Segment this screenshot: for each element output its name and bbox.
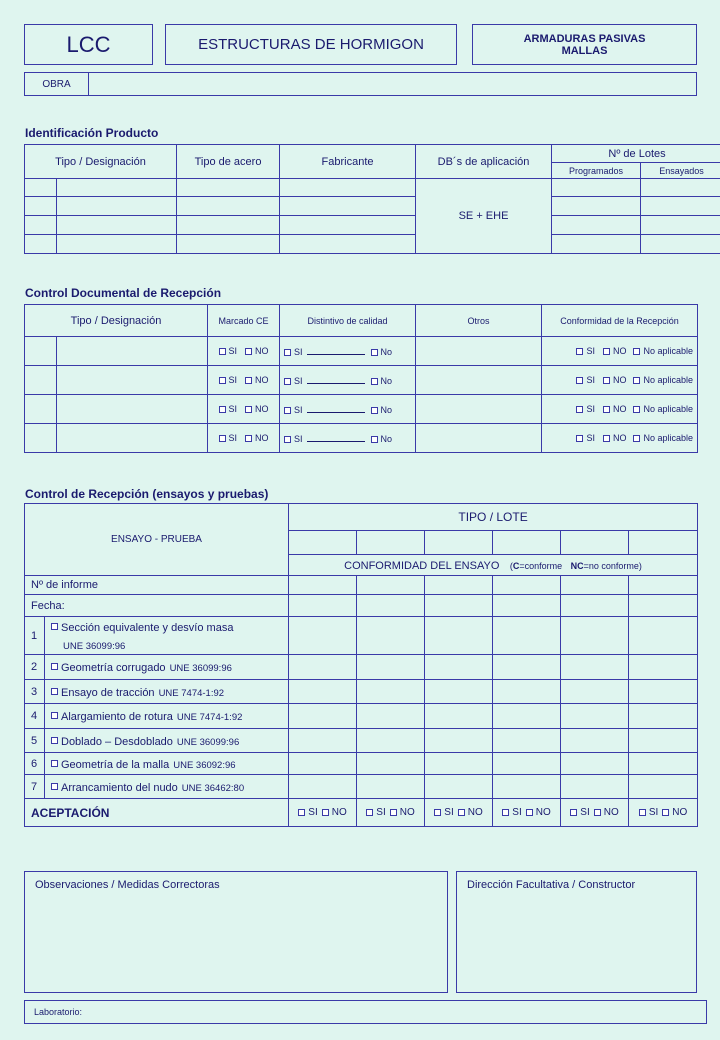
result-cell[interactable] [425,753,493,775]
result-cell[interactable] [357,680,425,704]
direccion-box[interactable] [456,871,697,993]
test-number: 4 [25,704,45,729]
no-label: NO [612,346,627,356]
result-cell[interactable] [561,704,629,729]
test-name-cell [45,729,289,753]
checkbox[interactable] [603,406,610,413]
aceptacion-cell [357,799,425,827]
result-cell[interactable] [425,729,493,753]
id-cell[interactable] [280,179,416,197]
result-cell[interactable] [425,775,493,799]
id-cell[interactable] [177,197,280,216]
si-label: SI [228,375,238,385]
result-cell[interactable] [561,753,629,775]
result-cell[interactable] [357,576,425,595]
checkbox[interactable] [633,377,640,384]
lote-cell[interactable] [493,531,561,555]
result-cell[interactable] [289,680,357,704]
col-num-lotes: Nº de Lotes [552,145,720,163]
checkbox[interactable] [284,407,291,414]
doc-col-tipo: Tipo / Designación [25,305,208,337]
otros-cell[interactable] [416,424,542,453]
checkbox[interactable] [284,349,291,356]
checkbox[interactable] [390,809,397,816]
subtitle-box [472,24,697,65]
no-label: NO [255,433,269,443]
checkbox[interactable] [371,349,378,356]
checkbox[interactable] [576,377,583,384]
result-cell[interactable] [493,753,561,775]
id-cell[interactable] [177,216,280,235]
doc-num-cell[interactable] [25,424,57,453]
page-title-box [165,24,457,65]
checkbox[interactable] [298,809,305,816]
si-label: SI [586,404,595,414]
checkbox[interactable] [594,809,601,816]
id-cell[interactable] [552,197,641,216]
result-cell[interactable] [493,775,561,799]
aceptacion-label: ACEPTACIÓN [25,799,289,827]
result-cell[interactable] [629,576,698,595]
result-cell[interactable] [561,595,629,617]
checkbox[interactable] [219,406,226,413]
id-cell[interactable] [280,235,416,254]
test-standard: UNE 36462:80 [181,782,245,794]
checkbox[interactable] [576,406,583,413]
test-name: Geometría corrugado [61,662,166,674]
result-cell[interactable] [289,753,357,775]
conformidad-nc: NC [570,561,584,571]
subtitle-line1: ARMADURAS PASIVAS [523,32,646,45]
marcado-ce-cell [208,337,280,366]
no-label: NO [612,404,627,414]
marcado-ce-cell [208,366,280,395]
result-cell[interactable] [425,595,493,617]
id-cell[interactable] [641,235,720,254]
test-name-cell [45,680,289,704]
distintivo-blank[interactable] [307,433,365,442]
recepcion-heading: Control de Recepción (ensayos y pruebas) [25,487,269,501]
documental-table [24,304,698,453]
ensayo-prueba-header: ENSAYO - PRUEBA [25,504,289,576]
checkbox[interactable] [51,760,58,767]
lote-cell[interactable] [357,531,425,555]
checkbox[interactable] [603,435,610,442]
no-label: No [380,346,393,357]
test-row [25,680,698,704]
doc-tipo-cell[interactable] [57,424,208,453]
identificacion-table [24,144,720,254]
test-name: Doblado – Desdoblado [61,735,173,748]
col-programados: Programados [552,163,641,179]
checkbox[interactable] [662,809,669,816]
result-cell[interactable] [425,576,493,595]
si-label: SI [294,433,303,444]
result-cell[interactable] [493,576,561,595]
id-cell[interactable] [641,197,720,216]
si-label: SI [586,346,595,356]
id-cell[interactable] [177,179,280,197]
result-cell[interactable] [357,729,425,753]
result-cell[interactable] [493,680,561,704]
result-cell[interactable] [357,753,425,775]
result-cell[interactable] [357,775,425,799]
checkbox[interactable] [51,737,58,744]
test-name: Geometría de la malla [61,758,170,771]
test-name: Alargamiento de rotura [61,711,173,723]
test-standard: UNE 36099:96 [169,663,232,674]
test-row [25,655,698,680]
result-cell[interactable] [425,617,493,655]
conformidad-open: ( [509,561,513,571]
col-ensayados: Ensayados [641,163,720,179]
test-name: Ensayo de tracción [61,686,155,699]
id-cell[interactable] [57,235,177,254]
checkbox[interactable] [322,809,329,816]
si-label: SI [308,807,318,818]
aceptacion-cell [561,799,629,827]
result-cell[interactable] [493,729,561,753]
test-number: 5 [25,729,45,753]
checkbox[interactable] [51,783,58,790]
no-label: No [380,404,393,415]
result-cell[interactable] [629,775,698,799]
doc-tipo-cell[interactable] [57,337,208,366]
no-label: NO [467,807,483,818]
observaciones-label: Observaciones / Medidas Correctoras [35,879,220,891]
documental-row [25,337,698,366]
marcado-ce-cell [208,395,280,424]
result-cell[interactable] [561,775,629,799]
doc-col-otros: Otros [416,305,542,337]
result-cell[interactable] [493,617,561,655]
si-label: SI [444,807,454,818]
doc-col-distintivo: Distintivo de calidad [280,305,416,337]
distintivo-blank[interactable] [307,375,365,384]
no-aplicable-label: No aplicable [643,375,694,385]
conformidad-cell [542,366,698,395]
checkbox[interactable] [633,406,640,413]
id-cell[interactable] [552,216,641,235]
observaciones-box[interactable] [24,871,448,993]
test-standard: UNE 36099:96 [63,640,126,652]
checkbox[interactable] [576,435,583,442]
doc-tipo-cell[interactable] [57,366,208,395]
fecha-label: Fecha: [25,595,289,617]
checkbox[interactable] [371,407,378,414]
informe-label: Nº de informe [25,576,289,595]
page-title: ESTRUCTURAS DE HORMIGON [198,36,424,53]
id-cell[interactable] [177,235,280,254]
conformidad-nc-text: =no conforme) [583,561,642,571]
result-cell[interactable] [357,617,425,655]
laboratorio-label: Laboratorio: [34,1007,83,1017]
si-label: SI [512,807,522,818]
si-label: SI [648,807,659,818]
checkbox[interactable] [366,809,373,816]
conformidad-c-text: =conforme [519,561,563,571]
distintivo-cell [280,395,416,424]
id-cell[interactable] [25,235,57,254]
identificacion-heading: Identificación Producto [25,126,159,140]
direccion-label: Dirección Facultativa / Constructor [467,879,636,891]
si-label: SI [294,404,303,415]
result-cell[interactable] [357,704,425,729]
checkbox[interactable] [458,809,465,816]
documental-heading: Control Documental de Recepción [25,286,222,300]
no-label: NO [603,807,619,818]
result-cell[interactable] [425,704,493,729]
test-standard: UNE 7474-1:92 [176,712,243,723]
result-cell[interactable] [289,576,357,595]
checkbox[interactable] [245,435,252,442]
test-row [25,775,698,799]
si-label: SI [586,375,595,385]
obra-label-cell [25,73,89,95]
test-name-cell [45,617,289,655]
no-label: NO [255,346,269,356]
otros-cell[interactable] [416,366,542,395]
result-cell[interactable] [493,595,561,617]
col-tipo-acero: Tipo de acero [177,145,280,179]
result-cell[interactable] [425,680,493,704]
result-cell[interactable] [561,655,629,680]
result-cell[interactable] [289,617,357,655]
no-label: NO [672,807,688,818]
checkbox[interactable] [284,436,291,443]
si-label: SI [294,375,303,386]
documental-row [25,424,698,453]
result-cell[interactable] [561,680,629,704]
otros-cell[interactable] [416,337,542,366]
doc-num-cell[interactable] [25,337,57,366]
test-name-cell [45,704,289,729]
si-label: SI [228,433,238,443]
distintivo-blank[interactable] [307,404,365,413]
result-cell[interactable] [629,655,698,680]
checkbox[interactable] [371,378,378,385]
conformidad-header [289,555,698,576]
col-tipo-designacion: Tipo / Designación [25,145,177,179]
obra-row [24,72,697,96]
laboratorio-box[interactable] [24,1000,707,1024]
result-cell[interactable] [289,595,357,617]
aceptacion-cell [493,799,561,827]
id-cell[interactable] [280,197,416,216]
test-name: Sección equivalente y desvío masa [61,621,234,634]
checkbox[interactable] [639,809,646,816]
checkbox[interactable] [245,348,252,355]
result-cell[interactable] [629,680,698,704]
id-cell[interactable] [552,179,641,197]
si-label: SI [586,433,595,443]
no-aplicable-label: No aplicable [643,433,694,443]
test-standard: UNE 36099:96 [176,736,240,748]
test-standard: UNE 36092:96 [173,759,236,771]
checkbox[interactable] [51,712,58,719]
doc-col-conformidad: Conformidad de la Recepción [542,305,698,337]
result-cell[interactable] [629,753,698,775]
id-cell[interactable] [57,216,177,235]
checkbox[interactable] [51,688,58,695]
tipo-lote-header: TIPO / LOTE [289,504,698,531]
si-label: SI [580,807,590,818]
id-cell[interactable] [57,197,177,216]
id-cell[interactable] [57,179,177,197]
result-cell[interactable] [561,617,629,655]
checkbox[interactable] [570,809,577,816]
checkbox[interactable] [633,348,640,355]
conformidad-cell [542,337,698,366]
conformidad-c: C [512,561,520,571]
test-name-cell [45,655,289,680]
result-cell[interactable] [289,704,357,729]
doc-col-marcado: Marcado CE [208,305,280,337]
checkbox[interactable] [633,435,640,442]
col-db-aplicacion: DB´s de aplicación [416,145,552,179]
no-aplicable-label: No aplicable [643,404,694,414]
test-standard: UNE 7474-1:92 [158,687,225,699]
test-number: 2 [25,655,45,680]
checkbox[interactable] [219,348,226,355]
distintivo-cell [280,337,416,366]
no-label: No [380,375,393,386]
obra-label: OBRA [42,78,71,90]
distintivo-cell [280,424,416,453]
test-number: 3 [25,680,45,704]
subtitle-line2: MALLAS [561,44,608,57]
no-label: No [380,433,393,444]
doc-num-cell[interactable] [25,395,57,424]
documental-row [25,366,698,395]
checkbox[interactable] [51,663,58,670]
marcado-ce-cell [208,424,280,453]
checkbox[interactable] [434,809,441,816]
result-cell[interactable] [629,617,698,655]
no-label: NO [612,433,627,443]
checkbox[interactable] [603,348,610,355]
test-row [25,753,698,775]
test-number: 7 [25,775,45,799]
no-label: NO [612,375,627,385]
lote-cell[interactable] [425,531,493,555]
conformidad-main: CONFORMIDAD DEL ENSAYO [344,560,500,572]
result-cell[interactable] [425,655,493,680]
result-cell[interactable] [289,729,357,753]
result-cell[interactable] [493,704,561,729]
si-label: SI [376,807,386,818]
aceptacion-cell [425,799,493,827]
conformidad-cell [542,424,698,453]
test-number: 6 [25,753,45,775]
id-cell[interactable] [25,179,57,197]
recepcion-table [24,503,698,827]
id-cell[interactable] [25,197,57,216]
checkbox[interactable] [219,377,226,384]
doc-num-cell[interactable] [25,366,57,395]
result-cell[interactable] [357,655,425,680]
no-label: NO [535,807,551,818]
doc-tipo-cell[interactable] [57,395,208,424]
distintivo-cell [280,366,416,395]
lote-cell[interactable] [289,531,357,555]
result-cell[interactable] [289,655,357,680]
si-label: SI [228,346,238,356]
si-label: SI [294,346,303,357]
checkbox[interactable] [219,435,226,442]
checkbox[interactable] [502,809,509,816]
checkbox[interactable] [245,406,252,413]
aceptacion-cell [629,799,698,827]
id-cell[interactable] [641,216,720,235]
result-cell[interactable] [629,595,698,617]
conformidad-cell [542,395,698,424]
documental-row [25,395,698,424]
no-label: NO [399,807,415,818]
result-cell[interactable] [629,704,698,729]
lote-cell[interactable] [629,531,698,555]
test-name-cell [45,775,289,799]
checkbox[interactable] [284,378,291,385]
result-cell[interactable] [561,729,629,753]
logo-text: LCC [66,31,111,57]
checkbox[interactable] [576,348,583,355]
no-label: NO [255,375,269,385]
id-cell[interactable] [641,179,720,197]
result-cell[interactable] [357,595,425,617]
logo-box [24,24,153,65]
col-fabricante: Fabricante [280,145,416,179]
aceptacion-cell [289,799,357,827]
id-cell[interactable] [25,216,57,235]
no-label: NO [331,807,347,818]
result-cell[interactable] [561,576,629,595]
checkbox[interactable] [371,436,378,443]
test-number: 1 [25,617,45,655]
result-cell[interactable] [289,775,357,799]
checkbox[interactable] [51,623,58,630]
checkbox[interactable] [526,809,533,816]
test-row [25,704,698,729]
checkbox[interactable] [245,377,252,384]
test-name-cell [45,753,289,775]
no-aplicable-label: No aplicable [643,346,694,356]
id-cell[interactable] [552,235,641,254]
test-name: Arrancamiento del nudo [61,781,178,794]
id-cell[interactable] [280,216,416,235]
otros-cell[interactable] [416,395,542,424]
lote-cell[interactable] [561,531,629,555]
distintivo-blank[interactable] [307,346,365,355]
obra-input[interactable] [89,73,696,95]
db-value: SE + EHE [416,179,552,254]
no-label: NO [255,404,269,414]
result-cell[interactable] [493,655,561,680]
checkbox[interactable] [603,377,610,384]
si-label: SI [228,404,238,414]
test-row [25,729,698,753]
result-cell[interactable] [629,729,698,753]
test-row [25,617,698,655]
